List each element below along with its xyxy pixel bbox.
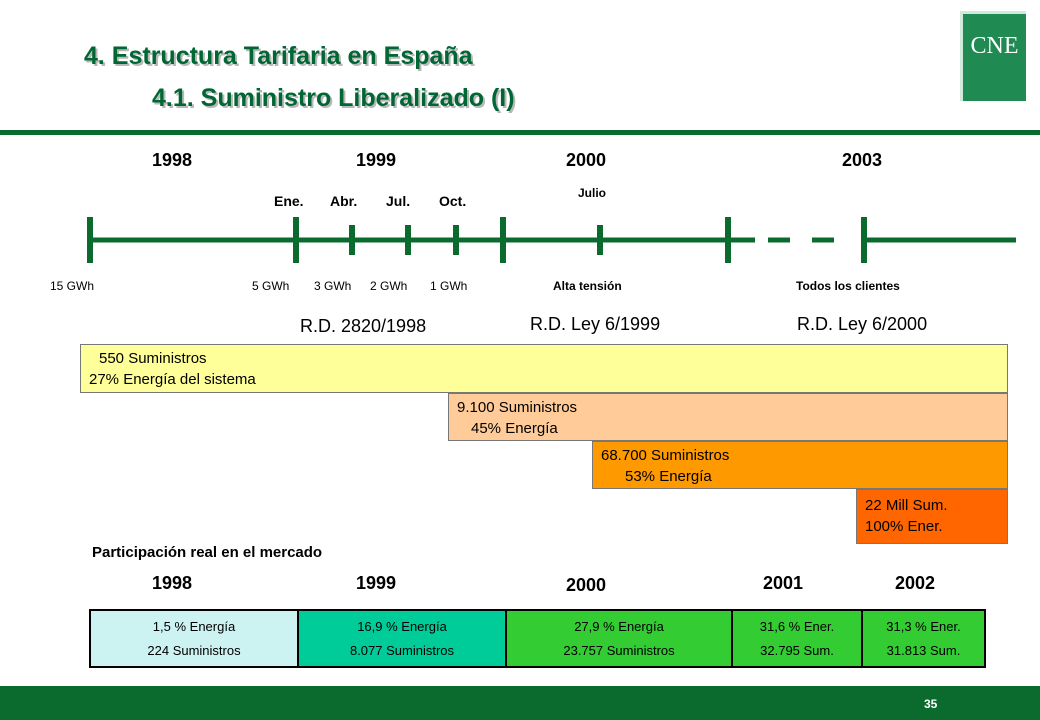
threshold-label: 5 GWh bbox=[252, 279, 290, 293]
market-heading: Participación real en el mercado bbox=[92, 544, 323, 561]
timeline-month: Ene. bbox=[274, 193, 304, 209]
timeline-month: Oct. bbox=[439, 193, 467, 209]
market-year: 2001 bbox=[763, 573, 804, 593]
market-cell bbox=[733, 611, 863, 666]
timeline-year: 1999 bbox=[356, 150, 397, 170]
market-cell bbox=[863, 611, 984, 666]
bar-line: 53% Energía bbox=[625, 468, 712, 485]
cell-supplies: 224 Suministros bbox=[147, 642, 241, 658]
cell-energy: 27,9 % Energía bbox=[574, 618, 664, 634]
cell-supplies: 8.077 Suministros bbox=[349, 642, 455, 658]
bar-line: 550 Suministros bbox=[99, 350, 207, 367]
cell-supplies: 31.813 Sum. bbox=[886, 642, 961, 658]
market-cell bbox=[507, 611, 733, 666]
threshold-label: 15 GWh bbox=[50, 279, 95, 293]
threshold-label: 1 GWh bbox=[430, 279, 468, 293]
cell-supplies: 32.795 Sum. bbox=[760, 642, 834, 658]
bar-line: 9.100 Suministros bbox=[457, 399, 578, 416]
market-year: 2000 bbox=[566, 575, 607, 595]
timeline-year: 2003 bbox=[842, 150, 883, 170]
supply-bar-1999 bbox=[448, 393, 1008, 441]
cell-energy: 1,5 % Energía bbox=[152, 618, 236, 634]
bar-line: 100% Ener. bbox=[865, 518, 943, 535]
market-year: 1998 bbox=[152, 573, 193, 593]
timeline-year: 2000 bbox=[566, 150, 607, 170]
bar-line: 27% Energía del sistema bbox=[89, 371, 256, 388]
market-cell bbox=[91, 611, 299, 666]
footer-bar bbox=[0, 686, 1040, 720]
cell-supplies: 23.757 Suministros bbox=[563, 642, 675, 658]
header-rule bbox=[0, 130, 1040, 135]
decree-label: R.D. Ley 6/1999 bbox=[530, 314, 661, 334]
market-cell bbox=[299, 611, 507, 666]
decree-label: R.D. Ley 6/2000 bbox=[797, 314, 928, 334]
todos-clientes-label: Todos los clientes bbox=[796, 279, 900, 293]
page-number: 35 bbox=[924, 697, 938, 711]
slide-subtitle: 4.1. Suministro Liberalizado (I) bbox=[152, 84, 515, 112]
timeline-month-julio: Julio bbox=[578, 186, 607, 200]
market-table bbox=[89, 609, 986, 668]
cell-energy: 31,3 % Ener. bbox=[886, 618, 961, 634]
supply-bar-1998 bbox=[80, 344, 1008, 393]
cne-logo: CNE bbox=[960, 11, 1026, 101]
bar-line: 45% Energía bbox=[471, 420, 558, 437]
slide-title: 4. Estructura Tarifaria en España bbox=[84, 42, 473, 70]
cell-energy: 16,9 % Energía bbox=[357, 618, 447, 634]
threshold-label: 3 GWh bbox=[314, 279, 352, 293]
market-year: 2002 bbox=[895, 573, 936, 593]
timeline-month: Jul. bbox=[386, 193, 411, 209]
alta-tension-label: Alta tensión bbox=[553, 279, 622, 293]
threshold-label: 2 GWh bbox=[370, 279, 408, 293]
market-year: 1999 bbox=[356, 573, 397, 593]
supply-bar-2003 bbox=[856, 489, 1008, 544]
decree-label: R.D. 2820/1998 bbox=[300, 316, 427, 336]
supply-bar-2000 bbox=[592, 441, 1008, 489]
timeline-year: 1998 bbox=[152, 150, 193, 170]
timeline-month: Abr. bbox=[330, 193, 358, 209]
timeline-axis bbox=[0, 210, 1040, 270]
bar-line: 68.700 Suministros bbox=[601, 447, 730, 464]
cell-energy: 31,6 % Ener. bbox=[759, 618, 835, 634]
bar-line: 22 Mill Sum. bbox=[865, 497, 948, 514]
